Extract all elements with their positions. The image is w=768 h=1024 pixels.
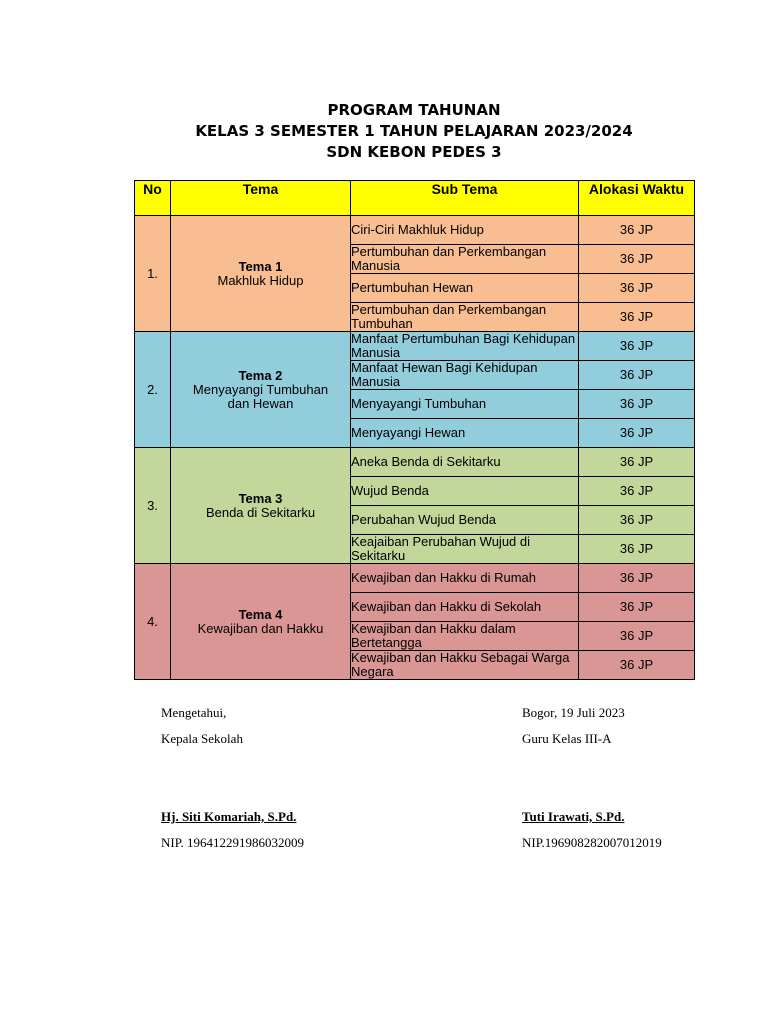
header-tema: Tema <box>171 181 351 216</box>
subtema-cell: Pertumbuhan Hewan <box>351 274 579 303</box>
sig-left-nip: NIP. 196412291986032009 <box>161 835 305 850</box>
document-title <box>0 100 768 163</box>
tema-label: Tema 1 <box>238 258 283 274</box>
subtema-cell: Ciri-Ciri Makhluk Hidup <box>351 216 579 245</box>
tema-cell <box>171 216 351 332</box>
subtema-cell: Menyayangi Hewan <box>351 419 579 448</box>
alokasi-cell: 36 JP <box>579 448 695 477</box>
alokasi-cell: 36 JP <box>579 216 695 245</box>
alokasi-cell: 36 JP <box>579 361 695 390</box>
table-row <box>135 564 695 593</box>
row-number: 4. <box>135 564 171 680</box>
header-alokasi: Alokasi Waktu <box>579 181 695 216</box>
subtema-cell: Kewajiban dan Hakku di Sekolah <box>351 593 579 622</box>
subtema-cell: Aneka Benda di Sekitarku <box>351 448 579 477</box>
tema-name: Menyayangi Tumbuhan dan Hewan <box>192 381 329 411</box>
table-body <box>135 216 695 680</box>
alokasi-cell: 36 JP <box>579 332 695 361</box>
sig-right-line2: Guru Kelas III-A <box>522 731 612 746</box>
alokasi-cell: 36 JP <box>579 535 695 564</box>
alokasi-cell: 36 JP <box>579 390 695 419</box>
subtema-cell: Wujud Benda <box>351 477 579 506</box>
subtema-cell: Manfaat Hewan Bagi Kehidupan Manusia <box>351 361 579 390</box>
header-no: No <box>135 181 171 216</box>
row-number: 3. <box>135 448 171 564</box>
alokasi-cell: 36 JP <box>579 419 695 448</box>
sig-right-line1: Bogor, 19 Juli 2023 <box>522 705 625 720</box>
subtema-cell: Keajaiban Perubahan Wujud di Sekitarku <box>351 535 579 564</box>
alokasi-cell: 36 JP <box>579 651 695 680</box>
alokasi-cell: 36 JP <box>579 274 695 303</box>
subtema-cell: Kewajiban dan Hakku dalam Bertetangga <box>351 622 579 651</box>
alokasi-cell: 36 JP <box>579 564 695 593</box>
alokasi-cell: 36 JP <box>579 506 695 535</box>
subtema-cell: Manfaat Pertumbuhan Bagi Kehidupan Manusia <box>351 332 579 361</box>
subtema-cell: Menyayangi Tumbuhan <box>351 390 579 419</box>
subtema-cell: Pertumbuhan dan Perkembangan Tumbuhan <box>351 303 579 332</box>
alokasi-cell: 36 JP <box>579 593 695 622</box>
sig-left-name: Hj. Siti Komariah, S.Pd. <box>161 809 297 824</box>
subtema-cell: Pertumbuhan dan Perkembangan Manusia <box>351 245 579 274</box>
table-header-row <box>135 181 695 216</box>
sig-right-name: Tuti Irawati, S.Pd. <box>522 809 625 824</box>
sig-right-nip: NIP.196908282007012019 <box>522 835 662 850</box>
tema-label: Tema 2 <box>238 367 283 383</box>
alokasi-cell: 36 JP <box>579 477 695 506</box>
title-line-2: KELAS 3 SEMESTER 1 TAHUN PELAJARAN 2023/2024 <box>195 122 633 140</box>
title-line-1: PROGRAM TAHUNAN <box>327 101 501 119</box>
tema-label: Tema 3 <box>238 490 283 506</box>
table-row <box>135 332 695 361</box>
tema-name: Makhluk Hidup <box>217 272 304 288</box>
tema-name: Kewajiban dan Hakku <box>197 620 324 636</box>
subtema-cell: Kewajiban dan Hakku di Rumah <box>351 564 579 593</box>
sig-left-line2: Kepala Sekolah <box>161 731 243 746</box>
header-subtema: Sub Tema <box>351 181 579 216</box>
program-table <box>134 180 695 680</box>
table-row <box>135 448 695 477</box>
alokasi-cell: 36 JP <box>579 245 695 274</box>
tema-name: Benda di Sekitarku <box>205 504 316 520</box>
subtema-cell: Kewajiban dan Hakku Sebagai Warga Negara <box>351 651 579 680</box>
title-line-3: SDN KEBON PEDES 3 <box>326 143 502 161</box>
row-number: 2. <box>135 332 171 448</box>
tema-cell <box>171 332 351 448</box>
tema-label: Tema 4 <box>238 606 283 622</box>
row-number: 1. <box>135 216 171 332</box>
tema-cell <box>171 448 351 564</box>
subtema-cell: Perubahan Wujud Benda <box>351 506 579 535</box>
table-row <box>135 216 695 245</box>
alokasi-cell: 36 JP <box>579 303 695 332</box>
sig-left-line1: Mengetahui, <box>161 705 227 720</box>
alokasi-cell: 36 JP <box>579 622 695 651</box>
tema-cell <box>171 564 351 680</box>
